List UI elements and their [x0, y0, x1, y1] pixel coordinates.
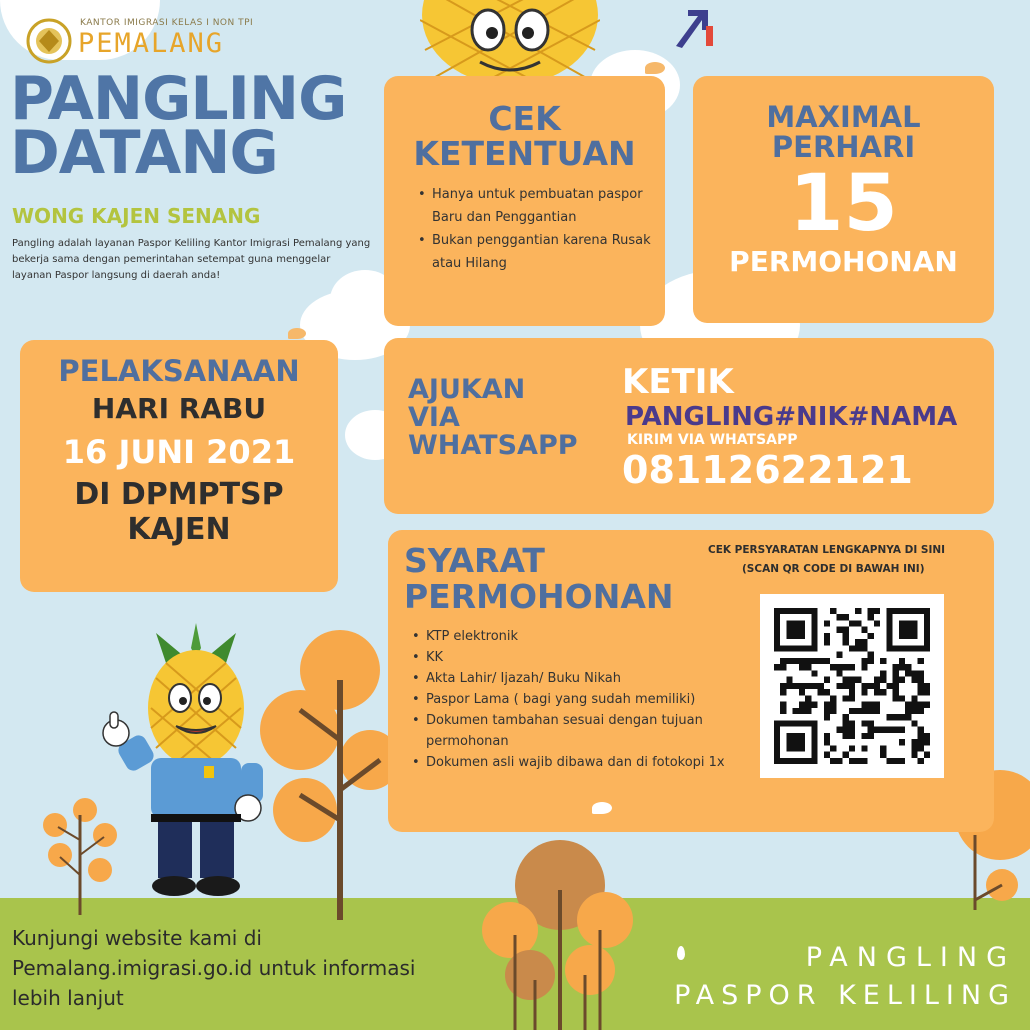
syarat-list [412, 626, 732, 773]
maximal-unit: PERMOHONAN [729, 244, 958, 278]
list-item: • Bukan penggantian karena Rusak atau Hilang [418, 229, 654, 275]
list-item: • KTP elektronik [412, 626, 732, 647]
hero-title-line1: PANGLING [10, 64, 347, 134]
syarat-title-line1: SYARAT [404, 541, 545, 580]
footer-brand-line2: PASPOR KELILING [674, 980, 1016, 1011]
hero-title-line2: DATANG [10, 118, 278, 188]
maximal-card [693, 76, 994, 323]
pineapple-officer-mascot [96, 618, 276, 903]
list-item: • Dokumen tambahan sesuai dengan tujuan permohonan [412, 710, 732, 752]
bird-icon [592, 802, 612, 814]
ajukan-line1: AJUKAN [408, 374, 526, 405]
tree-illustration [470, 830, 650, 1030]
footer-brand-line1: PANGLING [805, 942, 1016, 973]
pelaksanaan-card [20, 340, 338, 592]
list-item: • Paspor Lama ( bagi yang sudah memiliki) [412, 689, 732, 710]
list-item: • Dokumen asli wajib dibawa dan di fotokopi 1x [412, 752, 732, 773]
brand-arrow-logo [674, 10, 714, 48]
pelaksanaan-place-line2: KAJEN [127, 512, 231, 548]
maximal-line1: MAXIMAL [766, 100, 921, 134]
qr-code[interactable] [760, 594, 944, 778]
cek-title-line1: CEK [488, 99, 561, 138]
whatsapp-format: PANGLING#NIK#NAMA [625, 402, 958, 432]
ajukan-line3: WHATSAPP [408, 430, 578, 461]
footer-website-line2[interactable]: Pemalang.imigrasi.go.id untuk informasi [12, 956, 416, 980]
footer-drop-icon [677, 946, 685, 960]
pineapple-mascot-top [420, 0, 600, 82]
whatsapp-number: 08112622121 [622, 448, 913, 492]
hero-tagline: WONG KAJEN SENANG [12, 204, 261, 228]
list-item: • KK [412, 647, 732, 668]
pelaksanaan-title: PELAKSANAAN [58, 354, 300, 388]
syarat-card [388, 530, 994, 832]
list-item: • Akta Lahir/ Ijazah/ Buku Nikah [412, 668, 732, 689]
cek-title-line2: KETENTUAN [413, 133, 636, 173]
tree-illustration [260, 620, 400, 920]
pelaksanaan-date: 16 JUNI 2021 [62, 433, 296, 472]
office-city-label: PEMALANG [78, 28, 225, 59]
pelaksanaan-place-line1: DI DPMPTSP [74, 477, 284, 513]
whatsapp-card [384, 338, 994, 514]
bird-icon [288, 328, 306, 339]
cek-list [418, 183, 654, 275]
maximal-line2: PERHARI [771, 130, 916, 165]
qr-note-line1: CEK PERSYARATAN LENGKAPNYA DI SINI [708, 544, 946, 556]
footer-website-line1: Kunjungi website kami di [12, 926, 262, 950]
footer-website-line3: lebih lanjut [12, 986, 124, 1010]
pelaksanaan-day: HARI RABU [91, 392, 267, 426]
syarat-title-line2: PERMOHONAN [404, 577, 674, 616]
ketik-label: KETIK [622, 362, 734, 402]
bird-icon [645, 62, 665, 74]
ajukan-line2: VIA [408, 402, 460, 433]
immigration-emblem-icon [24, 18, 74, 64]
maximal-number: 15 [789, 158, 898, 249]
qr-note-line2: (SCAN QR CODE DI BAWAH INI) [742, 563, 925, 575]
kirim-label: KIRIM VIA WHATSAPP [627, 432, 798, 448]
qr-code-icon [774, 608, 930, 764]
hero-description: Pangling adalah layanan Paspor Keliling Kantor Imigrasi Pemalang yang bekerja sama dengan pemerintahan setempat guna menggelar layanan Paspor langsung di daerah anda! [12, 238, 371, 281]
list-item: • Hanya untuk pembuatan paspor Baru dan Penggantian [418, 183, 654, 229]
office-label-small: KANTOR IMIGRASI KELAS I NON TPI [80, 18, 254, 28]
cek-ketentuan-card [384, 76, 665, 326]
